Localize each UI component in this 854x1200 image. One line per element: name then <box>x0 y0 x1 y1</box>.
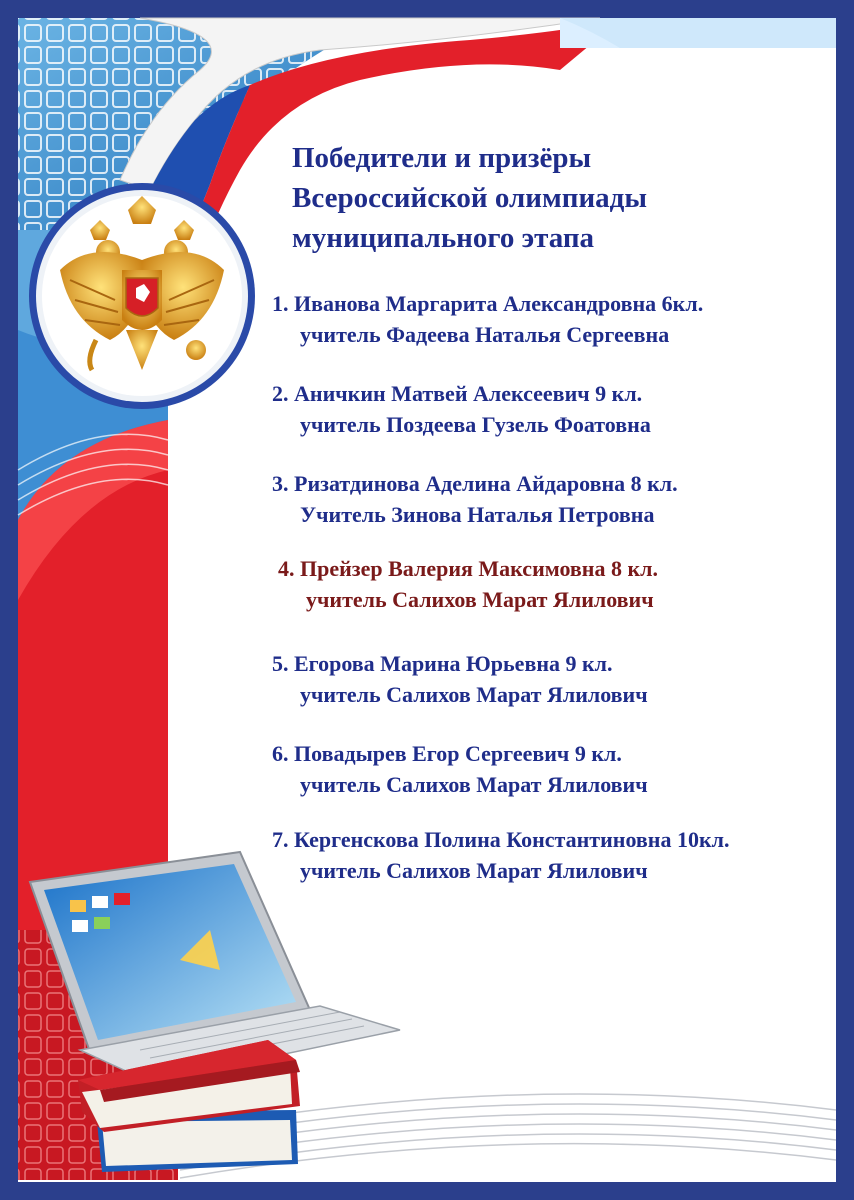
winner-teacher: учитель Фадеева Наталья Сергеевна <box>300 322 670 347</box>
list-item <box>272 824 844 886</box>
winner-teacher: учитель Салихов Марат Ялилович <box>300 772 648 797</box>
list-item <box>272 378 844 440</box>
list-item <box>272 738 844 800</box>
winner-teacher: учитель Салихов Марат Ялилович <box>306 587 654 612</box>
list-item <box>278 553 850 615</box>
winner-name: 3. Ризатдинова Аделина Айдаровна 8 кл. <box>272 471 678 496</box>
winner-teacher: учитель Салихов Марат Ялилович <box>300 858 648 883</box>
winner-teacher: учитель Поздеева Гузель Фоатовна <box>300 412 651 437</box>
winner-name: 7. Кергенскова Полина Константиновна 10кл. <box>272 827 730 852</box>
winner-teacher: учитель Салихов Марат Ялилович <box>300 682 648 707</box>
list-item <box>272 288 844 350</box>
winner-name: 2. Аничкин Матвей Алексеевич 9 кл. <box>272 381 643 406</box>
title-line-1: Победители и призёры <box>292 142 592 174</box>
title-line-2: Всероссийской олимпиады <box>292 182 647 214</box>
winner-name: 1. Иванова Маргарита Александровна 6кл. <box>272 291 704 316</box>
title-line-3: муниципального этапа <box>292 222 595 254</box>
list-item <box>272 468 844 530</box>
list-item <box>272 648 844 710</box>
winner-teacher: Учитель Зинова Наталья Петровна <box>300 502 655 527</box>
winner-name: 6. Повадырев Егор Сергеевич 9 кл. <box>272 741 622 766</box>
winner-name: 5. Егорова Марина Юрьевна 9 кл. <box>272 651 613 676</box>
winner-name: 4. Прейзер Валерия Максимовна 8 кл. <box>278 556 658 581</box>
page-title <box>292 138 832 258</box>
